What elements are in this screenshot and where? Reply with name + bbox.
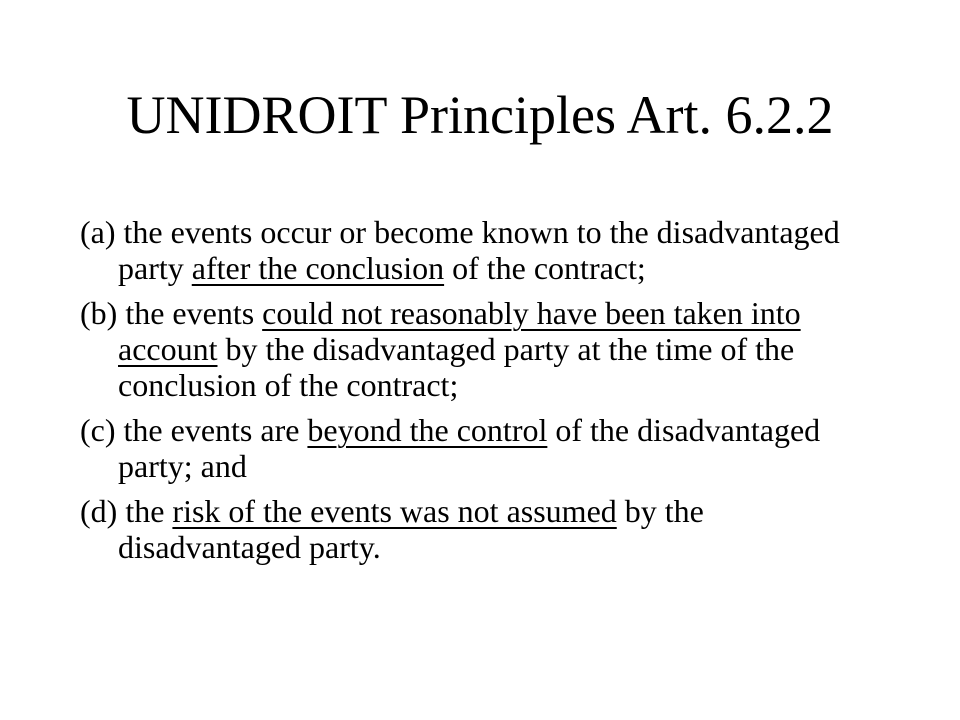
condition-item-b	[80, 295, 840, 403]
condition-list	[80, 214, 840, 574]
item-text: the	[117, 493, 173, 529]
condition-item-a	[80, 214, 840, 286]
item-marker: (b)	[80, 295, 118, 331]
item-text: of the disadvantaged party; and	[118, 412, 821, 484]
item-text: the events are	[115, 412, 308, 448]
item-text: of the contract;	[444, 250, 646, 286]
item-emphasis: beyond the control	[307, 412, 548, 448]
item-text: the events	[117, 295, 263, 331]
item-emphasis: could not reasonably have been taken into account	[118, 295, 801, 367]
item-marker: (d)	[80, 493, 118, 529]
item-text: by the disadvantaged party at the time of the conclusion of the contract;	[118, 331, 795, 403]
item-text: by the disadvantaged party.	[118, 493, 704, 565]
condition-item-d	[80, 493, 840, 565]
slide-title: UNIDROIT Principles Art. 6.2.2	[126, 85, 834, 145]
item-emphasis: risk of the events was not assumed	[172, 493, 617, 529]
condition-item-c	[80, 412, 840, 484]
item-marker: (c)	[80, 412, 116, 448]
item-marker: (a)	[80, 214, 116, 250]
item-emphasis: after the conclusion	[191, 250, 445, 286]
item-text: the events occur or become known to the disadvantaged party	[115, 214, 840, 286]
